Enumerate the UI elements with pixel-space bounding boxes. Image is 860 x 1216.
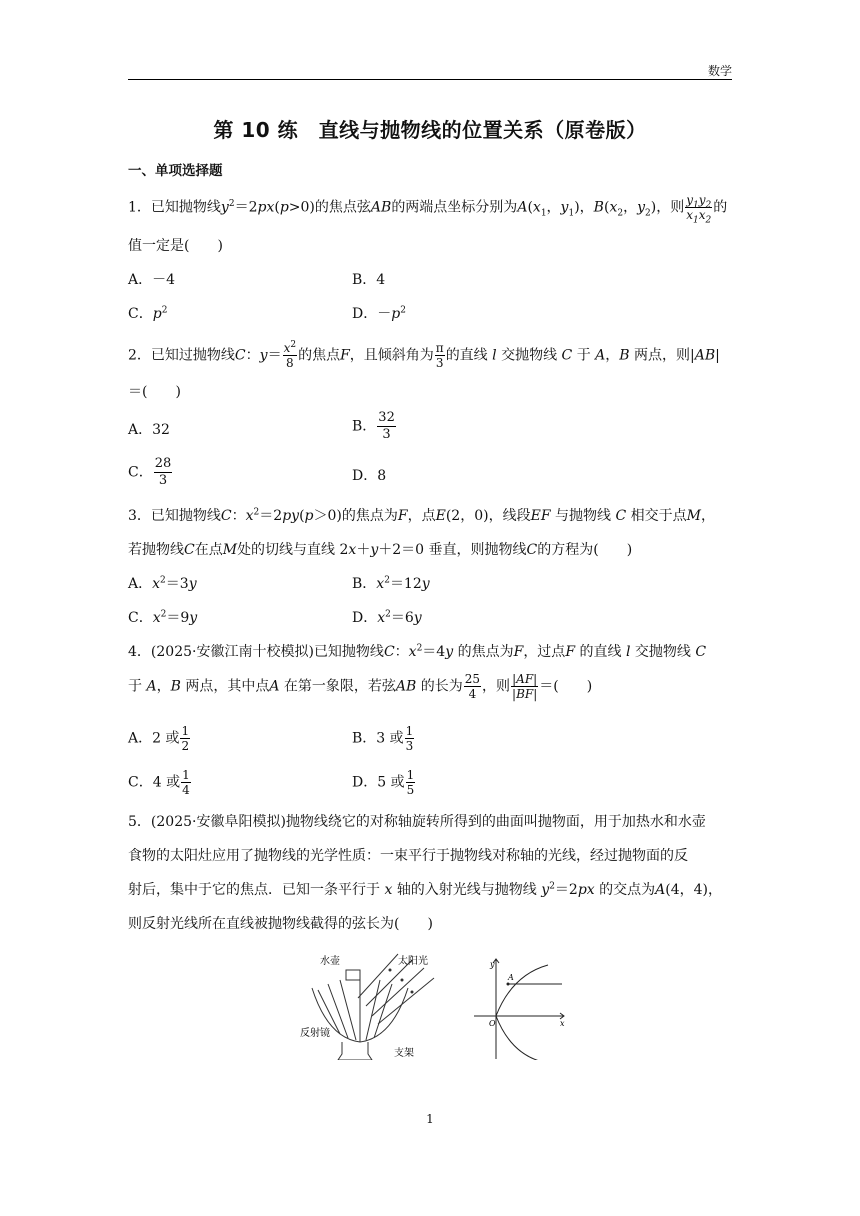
page-number: 1 — [426, 1112, 434, 1126]
q2-option-d[interactable]: D．8 — [352, 468, 387, 484]
q2-fraction: $\frac{x^2}{8}$ — [283, 340, 297, 370]
label-kettle: 水壶 — [320, 956, 340, 967]
q2-text: 交抛物线 — [501, 347, 558, 364]
question-5-line2: 食物的太阳灶应用了抛物线的光学性质：一束平行于抛物线对称轴的光线，经过抛物面的反 — [128, 848, 688, 864]
question-1-line2: 值一定是( ) — [128, 238, 223, 254]
q1-option-a[interactable]: A．－4 — [128, 272, 176, 288]
question-5: 5．(2025·安徽阜阳模拟)抛物线绕它的对称轴旋转所得到的曲面叫抛物面，用于加热水和水壶 — [128, 814, 706, 830]
q2-option-a[interactable]: A．32 — [128, 422, 170, 438]
q3-option-d[interactable]: D．$x^2=6y$ — [352, 609, 422, 626]
section-heading: 一、单项选择题 — [128, 163, 223, 179]
q2-text: 的焦点 — [298, 347, 341, 364]
q2-number: 2． — [128, 347, 151, 364]
q3-option-c[interactable]: C．$x^2=9y$ — [128, 609, 198, 626]
q1-text: 已知抛物线 — [150, 199, 221, 216]
parabola-figure — [472, 955, 572, 1064]
q1-text: 的 — [713, 199, 728, 216]
q4-option-c[interactable]: C．4 或 $\frac{1}{4}$ — [128, 768, 190, 797]
question-2: 2．已知过抛物线C：y＝ $\frac{x^2}{8}$ 的焦点F，且倾斜角为 $\frac{\pi}{3}$ 的直线 l 交抛物线 C 于 A，B 两点，则|AB| — [128, 340, 720, 370]
q2-option-b[interactable]: B． $\frac{32}{3}$ — [352, 410, 395, 442]
q1-option-c[interactable]: C．$p^2$ — [128, 305, 168, 322]
q2-pi-fraction: $\frac{\pi}{3}$ — [435, 341, 444, 370]
question-5-line4: 则反射光线所在直线被抛物线截得的弦长为( ) — [128, 916, 433, 932]
q4-option-a[interactable]: A．2 或 $\frac{1}{2}$ — [128, 724, 190, 753]
question-1: 1．已知抛物线$y^2=2px(p>0)$的焦点弦AB的两端点坐标分别为$A(x_1$，$y_1$)，$B(x_2$，$y_2$)，则 $\frac{y_1y_2}{x_1x_2}$ 的 — [128, 193, 728, 226]
solar-cooker-figure — [300, 950, 450, 1064]
question-3-line2: 若抛物线C在点M处的切线与直线 2x＋y＋2＝0 垂直，则抛物线C的方程为( ) — [128, 542, 633, 558]
label-x-axis: x — [560, 1019, 565, 1028]
page-title: 第 10 练 直线与抛物线的位置关系（原卷版） — [213, 118, 647, 142]
question-4: 4．(2025·安徽江南十校模拟)已知抛物线C：$x^2=4y$ 的焦点为F，过点F 的直线 l 交抛物线 C — [128, 643, 707, 660]
q3-option-a[interactable]: A．$x^2=3y$ — [128, 575, 197, 592]
q2-text: 于 — [576, 347, 591, 364]
q2-text: 的直线 — [445, 347, 488, 364]
solar-cooker-drawing — [300, 950, 450, 1060]
q1-text: ，则 — [656, 199, 685, 216]
q4-option-d[interactable]: D．5 或 $\frac{1}{5}$ — [352, 768, 415, 797]
header-subject: 数学 — [707, 64, 732, 78]
label-sunlight: 太阳光 — [398, 956, 428, 967]
q4-option-b[interactable]: B．3 或 $\frac{1}{3}$ — [352, 724, 414, 753]
q1-fraction: $\frac{y_1y_2}{x_1x_2}$ — [686, 193, 712, 226]
q1-text: 的两端点坐标分别为 — [391, 199, 518, 216]
q2-option-c[interactable]: C． $\frac{28}{3}$ — [128, 456, 172, 488]
q2-text: ，且倾斜角为 — [349, 347, 434, 364]
q2-text: 两点，则 — [634, 347, 691, 364]
label-point-a: A — [508, 973, 514, 982]
label-stand: 支架 — [394, 1048, 414, 1059]
question-5-line3: 射后，集中于它的焦点．已知一条平行于 x 轴的入射光线与抛物线 $y^2=2px$ 的交点为A(4，4)， — [128, 881, 723, 898]
header-rule — [128, 79, 732, 80]
label-mirror: 反射镜 — [300, 1028, 330, 1039]
question-3: 3．已知抛物线C：$x^2=2py(p>0)$的焦点为F，点E(2，0)，线段EF 与抛物线 C 相交于点M， — [128, 507, 715, 524]
parabola-drawing — [472, 955, 572, 1060]
question-2-line2: ＝( ) — [128, 384, 181, 400]
q1-option-d[interactable]: D．$-p^2$ — [352, 305, 406, 322]
label-y-axis: y — [490, 960, 495, 969]
label-origin: O — [489, 1019, 496, 1028]
q2-text: 已知过抛物线 — [150, 347, 235, 364]
q3-option-b[interactable]: B．$x^2=12y$ — [352, 575, 430, 592]
q1-option-b[interactable]: B．4 — [352, 272, 386, 288]
question-4-line2: 于 A，B 两点，其中点A 在第一象限，若弦AB 的长为 $\frac{25}{4}$ ，则 $\frac{|AF|}{|BF|}$ ＝( ) — [128, 672, 593, 701]
q1-text: 的焦点弦 — [314, 199, 371, 216]
q1-number: 1． — [128, 199, 151, 216]
